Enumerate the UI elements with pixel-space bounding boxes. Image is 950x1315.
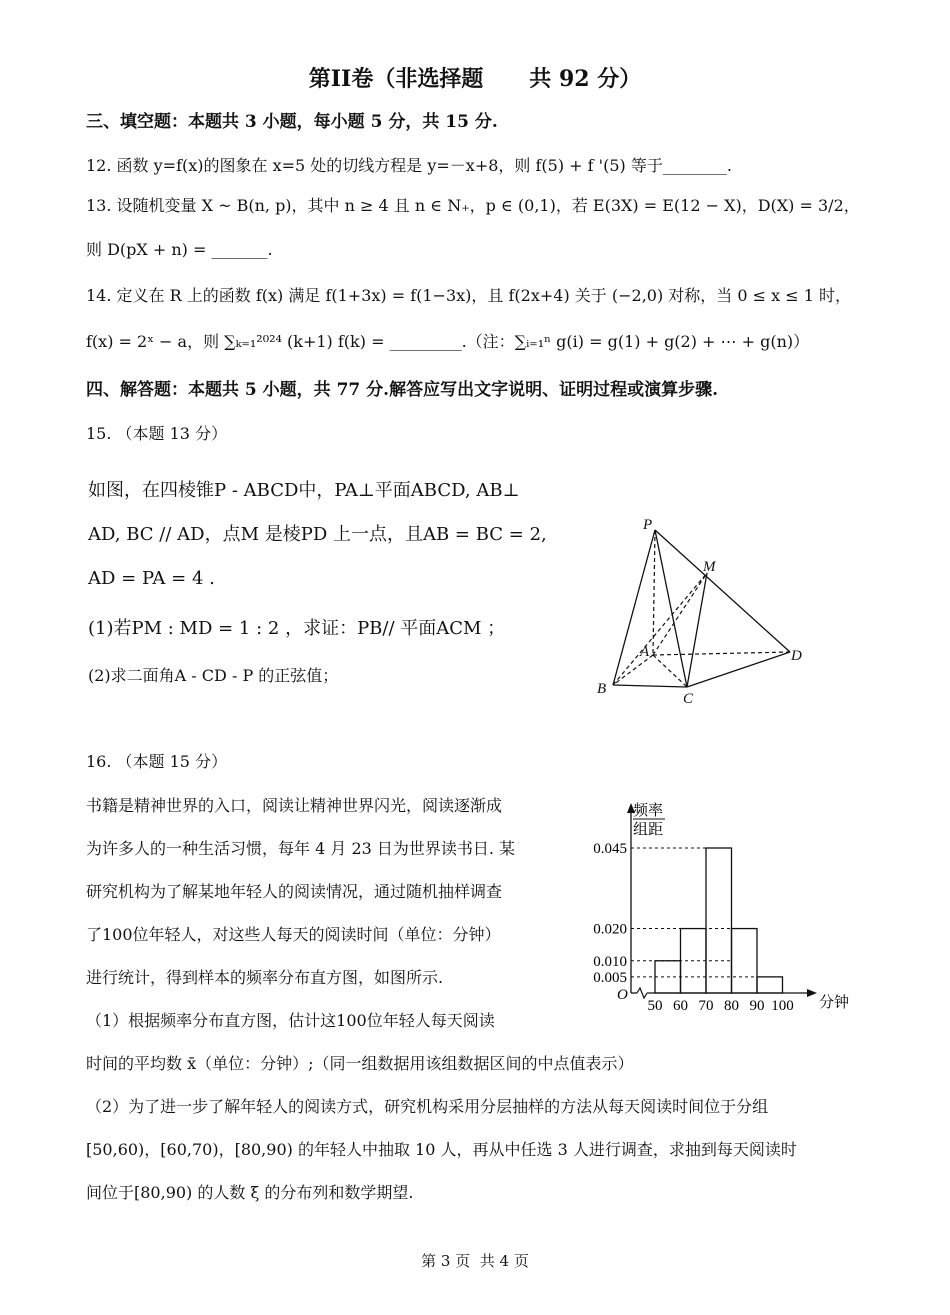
- x-tick-label: 60: [673, 998, 688, 1014]
- label-A: A: [640, 644, 650, 660]
- y-tick-label: 0.005: [593, 969, 627, 986]
- label-C: C: [683, 691, 694, 705]
- label-B: B: [597, 681, 607, 697]
- x-axis-arrow: [807, 989, 817, 997]
- question-13-line2: 则 D(pX + n) = _______.: [86, 240, 273, 259]
- question-16-text-line: 研究机构为了解某地年轻人的阅读情况，通过随机抽样调查: [86, 882, 503, 901]
- origin-label: O: [617, 987, 628, 1003]
- question-16-header: 16. （本题 15 分）: [86, 752, 228, 771]
- edge-PB: [613, 530, 655, 685]
- question-15-part1: (1)若PM : MD = 1 : 2 ，求证：PB// 平面ACM ；: [88, 618, 506, 639]
- question-14-line2: f(x) = 2ˣ − a，则 ∑ₖ₌₁²⁰²⁴ (k+1) f(k) = _________.（注：∑ᵢ₌₁ⁿ g(i) = g(1) + g(2) + ⋯ + g(n)）: [86, 332, 810, 351]
- edge-PD: [655, 530, 790, 652]
- frequency-histogram: [575, 795, 865, 1025]
- edge-AD: [653, 652, 790, 655]
- question-16-text-line: 进行统计，得到样本的频率分布直方图，如图所示.: [86, 968, 444, 987]
- histogram-bar: [706, 848, 732, 993]
- question-13-line1: 13. 设随机变量 X ~ B(n, p)，其中 n ≥ 4 且 n ∈ N₊，p ∈ (0,1)，若 E(3X) = E(12 − X)，D(X) = 3/2，: [86, 196, 860, 215]
- x-label: 分钟: [819, 995, 850, 1011]
- section4-heading: 四、解答题：本题共 5 小题，共 77 分.解答应写出文字说明、证明过程或演算步骤.: [86, 380, 718, 400]
- y-tick-label: 0.020: [593, 921, 627, 938]
- question-15-text-line: 如图，在四棱锥P - ABCD中，PA⊥平面ABCD, AB⊥: [88, 480, 520, 501]
- x-tick-label: 90: [749, 998, 765, 1014]
- question-16-text-line: 书籍是精神世界的入口，阅读让精神世界闪光，阅读逐渐成: [86, 796, 503, 815]
- edge-CM: [687, 573, 707, 687]
- label-M: M: [703, 559, 716, 575]
- x-tick-label: 70: [698, 998, 714, 1014]
- x-tick-label: 50: [647, 998, 663, 1014]
- edge-BM: [613, 573, 707, 685]
- question-16-part1-line2: 时间的平均数 x̄（单位：分钟）;（同一组数据用该组数据区间的中点值表示）: [86, 1054, 634, 1073]
- section-title: 第II卷（非选择题 共 92 分）: [308, 66, 642, 92]
- histogram-bar: [732, 929, 758, 993]
- x-axis-break: [637, 988, 647, 998]
- histogram-bar: [757, 977, 783, 993]
- x-tick-label: 80: [724, 998, 739, 1014]
- question-16-part1-line1: （1）根据频率分布直方图，估计这100位年轻人每天阅读: [86, 1011, 495, 1030]
- edge-AM: [653, 573, 707, 655]
- question-15-part2: (2)求二面角A - CD - P 的正弦值；: [88, 666, 339, 685]
- question-16-text-line: 为许多人的一种生活习惯，每年 4 月 23 日为世界读书日. 某: [86, 839, 516, 858]
- question-14-line1: 14. 定义在 R 上的函数 f(x) 满足 f(1+3x) = f(1−3x)，且 f(2x+4) 关于 (−2,0) 对称，当 0 ≤ x ≤ 1 时，: [86, 286, 851, 305]
- question-16-part2-line1: （2）为了进一步了解年轻人的阅读方式，研究机构采用分层抽样的方法从每天阅读时间位于分组: [86, 1097, 769, 1116]
- edge-CD: [687, 652, 790, 687]
- question-15-text-line: AD = PA = 4 .: [88, 568, 215, 589]
- question-16-part2-line2: [50,60)，[60,70)，[80,90) 的年轻人中抽取 10 人，再从中任选 3 人进行调查，求抽到每天阅读时: [86, 1140, 797, 1159]
- edge-BC: [613, 685, 687, 687]
- question-15-text-line: AD, BC // AD，点M 是棱PD 上一点，且AB = BC = 2,: [88, 524, 547, 545]
- y-label-numerator: 频率: [633, 803, 664, 819]
- question-16-part2-line3: 间位于[80,90) 的人数 ξ 的分布列和数学期望.: [86, 1183, 414, 1202]
- y-label-denominator: 组距: [633, 822, 664, 838]
- label-P: P: [643, 517, 653, 533]
- label-D: D: [791, 648, 802, 664]
- question-15-header: 15. （本题 13 分）: [86, 424, 228, 443]
- section3-heading: 三、填空题：本题共 3 小题，每小题 5 分，共 15 分.: [86, 112, 498, 132]
- y-tick-label: 0.010: [593, 953, 627, 970]
- y-tick-label: 0.045: [593, 841, 627, 857]
- question-12: 12. 函数 y=f(x)的图象在 x=5 处的切线方程是 y=－x+8，则 f(5) + f '(5) 等于________.: [86, 156, 732, 175]
- x-tick-label: 100: [771, 998, 794, 1014]
- pyramid-figure: [585, 515, 825, 705]
- question-16-text-line: 了100位年轻人，对这些人每天的阅读时间（单位：分钟）: [86, 925, 501, 944]
- page-footer: 第 3 页 共 4 页: [421, 1252, 529, 1270]
- edge-PC: [655, 530, 687, 687]
